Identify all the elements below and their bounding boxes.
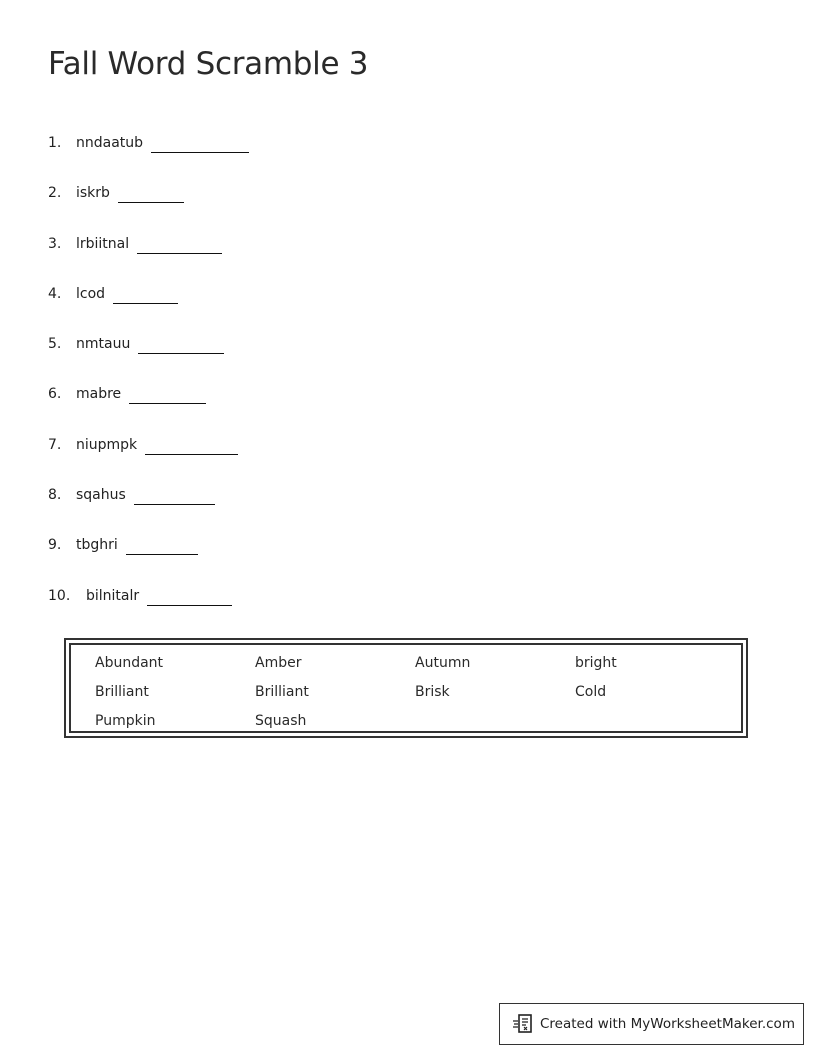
answer-blank[interactable] — [138, 336, 224, 354]
footer-text: Created with MyWorksheetMaker.com — [540, 1016, 795, 1032]
question-number: 4. — [48, 285, 62, 302]
answer-blank[interactable] — [137, 236, 222, 254]
word-bank-entry: Amber — [255, 655, 302, 671]
worksheet-maker-logo-icon — [512, 1013, 534, 1035]
answer-blank[interactable] — [145, 437, 238, 455]
word-bank-entry: Brisk — [415, 684, 450, 700]
word-bank-entry: Abundant — [95, 655, 164, 671]
question-item — [48, 386, 249, 436]
scrambled-word: lrbiitnal — [76, 235, 130, 252]
answer-blank[interactable] — [129, 386, 206, 404]
scrambled-word: nmtauu — [76, 336, 131, 353]
scrambled-word: lcod — [76, 285, 106, 302]
answer-blank[interactable] — [134, 487, 215, 505]
question-item — [48, 135, 249, 185]
answer-blank[interactable] — [118, 185, 184, 203]
word-bank-box — [64, 638, 748, 738]
question-item — [48, 537, 249, 587]
scrambled-word: nndaatub — [76, 135, 144, 151]
question-number: 5. — [48, 336, 62, 353]
scrambled-word: bilnitalr — [86, 587, 140, 604]
question-number: 9. — [48, 537, 62, 554]
scrambled-word: tbghri — [76, 537, 118, 554]
question-item — [48, 588, 249, 638]
answer-blank[interactable] — [126, 537, 198, 555]
word-bank-entry: Autumn — [415, 655, 471, 671]
scrambled-word: mabre — [76, 386, 122, 403]
answer-blank[interactable] — [147, 588, 232, 606]
word-bank-entry: Brilliant — [95, 684, 149, 700]
word-bank-entry: Squash — [255, 713, 307, 729]
page-title: Fall Word Scramble 3 — [48, 46, 369, 82]
question-number: 8. — [48, 487, 62, 504]
question-item — [48, 437, 249, 487]
question-item — [48, 286, 249, 336]
question-number: 3. — [48, 235, 62, 252]
word-bank-grid — [95, 655, 735, 742]
question-item — [48, 185, 249, 235]
footer-badge[interactable] — [499, 1003, 804, 1045]
question-item — [48, 487, 249, 537]
question-number: 2. — [48, 185, 62, 202]
word-bank-entry: bright — [575, 655, 617, 671]
scrambled-word: iskrb — [76, 185, 110, 202]
question-list — [48, 135, 249, 638]
scrambled-word: niupmpk — [76, 436, 138, 453]
question-item — [48, 336, 249, 386]
question-item — [48, 236, 249, 286]
word-bank-entry: Pumpkin — [95, 713, 156, 729]
question-number: 1. — [48, 135, 62, 151]
answer-blank[interactable] — [151, 135, 249, 153]
question-number: 6. — [48, 386, 62, 403]
word-bank-inner-border — [69, 643, 743, 733]
question-number: 10. — [48, 587, 71, 604]
word-bank-entry: Brilliant — [255, 684, 309, 700]
word-bank-entry: Cold — [575, 684, 607, 700]
answer-blank[interactable] — [113, 286, 178, 304]
scrambled-word: sqahus — [76, 487, 126, 504]
question-number: 7. — [48, 436, 62, 453]
